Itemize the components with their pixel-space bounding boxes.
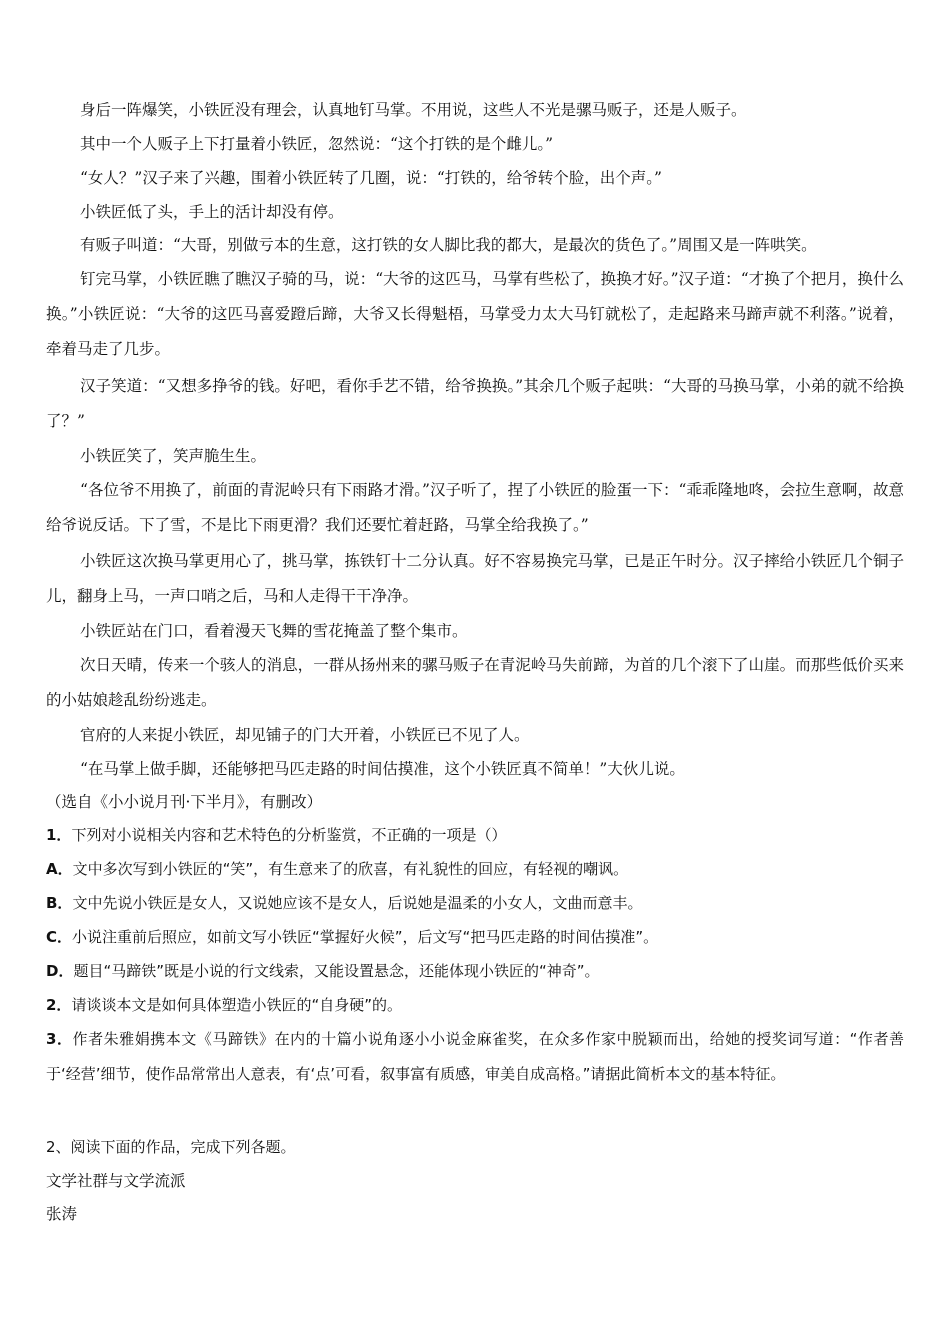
option-a-label: A． <box>46 860 73 878</box>
article-author: 张涛 <box>46 1205 78 1223</box>
question-3-text: 作者朱雅娟携本文《马蹄铁》在内的十篇小说角逐小小说金麻雀奖，在众多作家中脱颖而出，给她的授奖词写道：“作者善于‘经营’细节，使作品常常出人意表，有‘点’可看，叙事富有质感，审美自成高格。”请据此简析本文的基本特征。 <box>46 1030 905 1083</box>
story-paragraph-11: 小铁匠站在门口，看着漫天飞舞的雪花掩盖了整个集市。 <box>80 622 468 640</box>
option-c <box>46 920 904 955</box>
question-3-number: 3． <box>46 1030 73 1048</box>
option-a <box>46 852 904 887</box>
story-paragraph-9: “各位爷不用换了，前面的青泥岭只有下雨路才滑。”汉子听了，捏了小铁匠的脸蛋一下：“乖乖隆地咚，会拉生意啊，故意给爷说反话。下了雪，不是比下雨更滑？我们还要忙着赶路，马掌全给我换了。” <box>46 481 904 534</box>
question-1-number: 1． <box>46 826 72 844</box>
option-b <box>46 886 904 921</box>
story-paragraph-13: 官府的人来捉小铁匠，却见铺子的门大开着，小铁匠已不见了人。 <box>80 726 530 744</box>
option-b-label: B． <box>46 894 73 912</box>
option-b-text: 文中先说小铁匠是女人，又说她应该不是女人，后说她是温柔的小女人，文曲而意丰。 <box>72 894 643 912</box>
story-paragraph-3: “女人？”汉子来了兴趣，围着小铁匠转了几圈，说：“打铁的，给爷转个脸，出个声。” <box>80 169 662 187</box>
option-c-label: C． <box>46 928 73 946</box>
question-1 <box>46 818 904 853</box>
next-section-heading: 2、阅读下面的作品，完成下列各题。 <box>46 1138 296 1156</box>
question-1-text: 下列对小说相关内容和艺术特色的分析鉴赏，不正确的一项是（） <box>71 826 507 844</box>
question-2-number: 2． <box>46 996 72 1014</box>
story-paragraph-7: 汉子笑道：“又想多挣爷的钱。好吧，看你手艺不错，给爷换换。”其余几个贩子起哄：“大哥的马换马掌，小弟的就不给换了？” <box>46 377 904 430</box>
story-paragraph-12: 次日天晴，传来一个骇人的消息，一群从扬州来的骡马贩子在青泥岭马失前蹄，为首的几个滚下了山崖。而那些低价买来的小姑娘趁乱纷纷逃走。 <box>46 656 904 709</box>
story-paragraph-4: 小铁匠低了头，手上的活计却没有停。 <box>80 203 344 221</box>
option-d-label: D． <box>46 962 74 980</box>
story-paragraph-14: “在马掌上做手脚，还能够把马匹走路的时间估摸准，这个小铁匠真不简单！”大伙儿说。 <box>80 760 685 778</box>
article-title: 文学社群与文学流派 <box>46 1172 186 1190</box>
story-paragraph-10: 小铁匠这次换马掌更用心了，挑马掌，拣铁钉十二分认真。好不容易换完马掌，已是正午时分。汉子摔给小铁匠几个铜子儿，翻身上马，一声口哨之后，马和人走得干干净净。 <box>46 552 904 605</box>
question-2-text: 请谈谈本文是如何具体塑造小铁匠的“自身硬”的。 <box>71 996 402 1014</box>
option-d <box>46 954 904 989</box>
story-paragraph-1: 身后一阵爆笑，小铁匠没有理会，认真地钉马掌。不用说，这些人不光是骡马贩子，还是人贩子。 <box>80 101 747 119</box>
option-a-text: 文中多次写到小铁匠的“笑”，有生意来了的欣喜，有礼貌性的回应，有轻视的嘲讽。 <box>72 860 629 878</box>
question-3 <box>46 1022 904 1092</box>
story-paragraph-2: 其中一个人贩子上下打量着小铁匠，忽然说：“这个打铁的是个雌儿。” <box>80 135 554 153</box>
story-paragraph-6: 钉完马掌，小铁匠瞧了瞧汉子骑的马，说：“大爷的这匹马，马掌有些松了，换换才好。”汉子道：“才换了个把月，换什么换。”小铁匠说：“大爷的这匹马喜爱蹬后蹄，大爷又长得魁梧，马掌受力太大马钉就松了，走起路来马蹄声就不利落。”说着，牵着马走了几步。 <box>46 270 904 358</box>
option-c-text: 小说注重前后照应，如前文写小铁匠“掌握好火候”，后文写“把马匹走路的时间估摸准”。 <box>72 928 659 946</box>
option-d-text: 题目“马蹄铁”既是小说的行文线索，又能设置悬念，还能体现小铁匠的“神奇”。 <box>73 962 600 980</box>
story-source: （选自《小小说月刊·下半月》，有删改） <box>46 793 323 811</box>
story-paragraph-5: 有贩子叫道：“大哥，别做亏本的生意，这打铁的女人脚比我的都大，是最次的货色了。”周围又是一阵哄笑。 <box>80 236 817 254</box>
question-2 <box>46 988 904 1023</box>
story-paragraph-8: 小铁匠笑了，笑声脆生生。 <box>80 447 267 465</box>
